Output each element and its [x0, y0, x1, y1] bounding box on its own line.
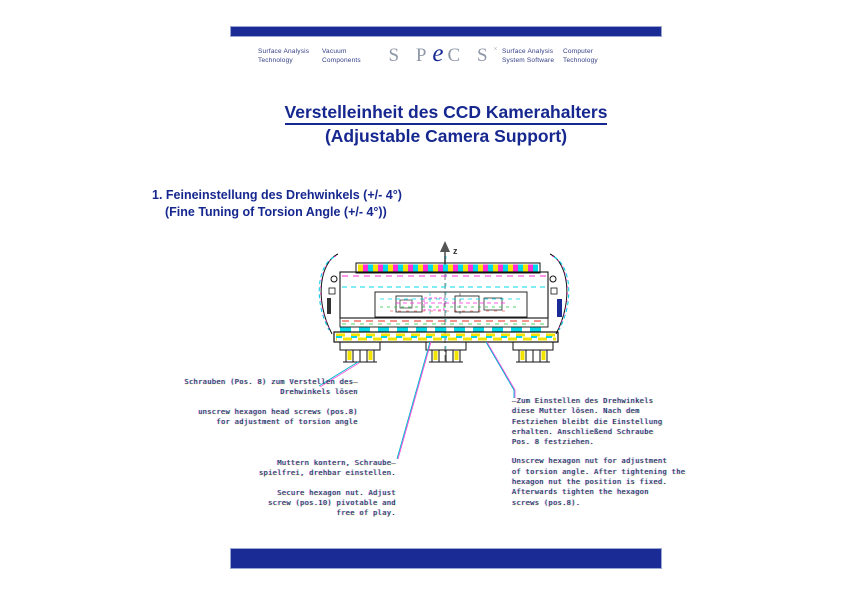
logo-text-left: S P [388, 45, 433, 66]
callout-right-en-line: Unscrew hexagon nut for adjustment [512, 457, 668, 466]
z-axis-label: z [453, 246, 458, 256]
callout-right-de-line: —Zum Einstellen des Drehwinkels [512, 397, 654, 405]
callout-right-de-line: Festziehen bleibt die Einstellung [512, 417, 663, 426]
section-heading-german: 1. Feineinstellung des Drehwinkels (+/- 4°) [152, 188, 402, 202]
callout-left-de-line: Schrauben (Pos. 8) zum Verstellen des— [184, 378, 358, 386]
callout-center-de-line: Muttern kontern, Schraube— [277, 459, 396, 467]
callout-right-de-line: erhalten. Anschließend Schraube [512, 427, 654, 436]
tagline-line: System Software [502, 57, 555, 64]
inner-mechanism [375, 292, 527, 317]
tagline-line: Components [322, 57, 361, 64]
tagline-line: Surface Analysis [502, 48, 554, 55]
right-bracket [550, 254, 569, 334]
callout-left-de-line: Drehwinkels lösen [280, 388, 358, 397]
callout-right-de-line: diese Mutter lösen. Nach dem [512, 407, 640, 416]
tagline-line: Technology [258, 57, 293, 64]
callout-right-de-line: Pos. 8 festziehen. [512, 438, 595, 447]
logo-script-e: e [432, 40, 448, 67]
callout-right-en-line: hexagon nut the position is fixed. [512, 478, 668, 487]
callout-left-en-line: unscrew hexagon head screws (pos.8) [198, 407, 358, 416]
base-plate [334, 332, 558, 342]
callout-right-en-line: of torsion angle. After tightening the [512, 467, 686, 476]
leader-line-center [397, 342, 430, 459]
callout-center-en-line: free of play. [336, 509, 396, 518]
tagline-line: Vacuum [322, 48, 347, 55]
leader-line-right [486, 342, 514, 398]
callout-right [512, 396, 707, 508]
section-heading-english: (Fine Tuning of Torsion Angle (+/- 4°)) [165, 205, 387, 219]
callout-center-en-line: screw (pos.10) pivotable and [268, 498, 396, 507]
callout-center [238, 458, 396, 518]
callout-left [120, 377, 358, 427]
callout-right-en-line: screws (pos.8). [512, 498, 581, 507]
title-german: Verstelleinheit des CCD Kamerahalters [285, 102, 608, 125]
tagline-line: Surface Analysis [258, 48, 310, 55]
tagline-line: Computer [563, 48, 594, 55]
footer-rule-bar [230, 548, 662, 569]
callout-center-en-line: Secure hexagon nut. Adjust [277, 488, 396, 497]
main-body [331, 272, 556, 318]
title-english: (Adjustable Camera Support) [324, 126, 568, 146]
support-feet [340, 342, 553, 362]
callout-center-de-line: spielfrei, drehbar einstellen. [259, 469, 396, 478]
tagline-line: Technology [563, 57, 598, 64]
left-bracket [319, 254, 338, 334]
callout-right-en-line: Afterwards tighten the hexagon [512, 488, 649, 497]
callout-left-en-line: for adjustment of torsion angle [216, 417, 358, 426]
z-axis-arrow [440, 241, 458, 268]
lower-band [340, 318, 548, 330]
logo-trademark: × [493, 45, 498, 53]
logo-text-right: C S [447, 45, 494, 66]
